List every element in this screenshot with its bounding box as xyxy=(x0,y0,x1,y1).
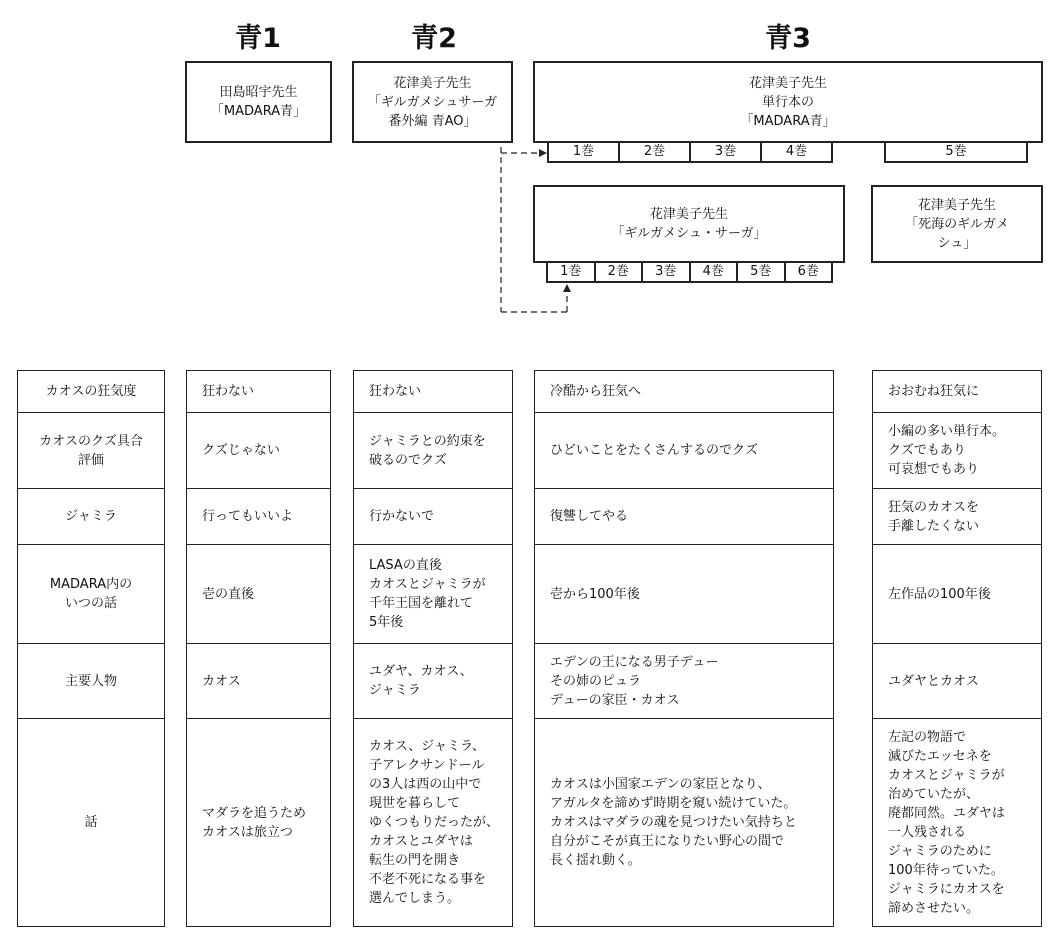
ao3-cell: 壱から100年後 xyxy=(534,544,834,644)
ao3-work-box: 花津美子先生 単行本の 「MADARA青」 xyxy=(533,61,1043,143)
ao1-cell: クズじゃない xyxy=(186,412,331,489)
ao3-cell: カオスは小国家エデンの家臣となり、 アガルタを諦めず時期を窺い続けていた。 カオスはマダラの魂を見つけたい気持ちと 自分がこそが真王になりたい野心の間で 長く揺れ動く。 xyxy=(534,718,834,927)
ao1-cell: 狂わない xyxy=(186,370,331,413)
ao3-cell: 冷酷から狂気へ xyxy=(534,370,834,413)
heading-ao3: 青3 xyxy=(765,23,811,54)
shikai-cell: おおむね狂気に xyxy=(872,370,1042,413)
volume-cell: 6巻 xyxy=(784,263,832,281)
shikai-cell: 左作品の100年後 xyxy=(872,544,1042,644)
ao1-cell: 壱の直後 xyxy=(186,544,331,644)
row-label: カオスのクズ具合 評価 xyxy=(17,412,165,489)
heading-ao1: 青1 xyxy=(235,23,281,54)
ao1-cell: マダラを追うため カオスは旅立つ xyxy=(186,718,331,927)
arrowhead-to-gilgamesh-vol1 xyxy=(563,284,571,292)
ao3-cell: エデンの王になる男子デュー その姉のピュラ デューの家臣・カオス xyxy=(534,643,834,719)
volume-cell: 1巻 xyxy=(572,144,595,159)
row-label: ジャミラ xyxy=(17,488,165,545)
row-label: カオスの狂気度 xyxy=(17,370,165,413)
volume-cell: 1巻 xyxy=(560,264,582,279)
shikai-cell: 左記の物語で 滅びたエッセネを カオスとジャミラが 治めていたが、 廃都同然。ユダヤは 一人残される ジャミラのために 100年待っていた。 ジャミラにカオスを 諦めさせたい。 xyxy=(872,718,1042,927)
shikai-gilgamesh-box: 花津美子先生 「死海のギルガメ シュ」 xyxy=(871,185,1043,263)
volume-cell: 3巻 xyxy=(641,263,689,281)
ao1-work-box: 田島昭宇先生 「MADARA青」 xyxy=(185,61,332,143)
shikai-cell: ユダヤとカオス xyxy=(872,643,1042,719)
ao1-cell: カオス xyxy=(186,643,331,719)
shikai-cell: 狂気のカオスを 手離したくない xyxy=(872,488,1042,545)
ao2-cell: 行かないで xyxy=(353,488,513,545)
volume-cell: 2巻 xyxy=(618,143,689,161)
arrowhead-to-ao3-vol1 xyxy=(539,149,547,157)
ao2-cell: 狂わない xyxy=(353,370,513,413)
volume-cell: 4巻 xyxy=(689,263,737,281)
volume-cell: 5巻 xyxy=(945,144,967,159)
row-label: 話 xyxy=(17,718,165,927)
ao2-cell: ジャミラとの約束を 破るのでクズ xyxy=(353,412,513,489)
heading-ao2: 青2 xyxy=(411,23,457,54)
gilgamesh-saga-box: 花津美子先生 「ギルガメシュ・サーガ」 xyxy=(533,185,845,263)
ao2-cell: LASAの直後 カオスとジャミラが 千年王国を離れて 5年後 xyxy=(353,544,513,644)
ao2-cell: ユダヤ、カオス、 ジャミラ xyxy=(353,643,513,719)
row-label: MADARA内の いつの話 xyxy=(17,544,165,644)
dashed-connector xyxy=(501,147,567,312)
volume-cell: 4巻 xyxy=(760,143,831,161)
row-label: 主要人物 xyxy=(17,643,165,719)
shikai-cell: 小編の多い単行本。 クズでもあり 可哀想でもあり xyxy=(872,412,1042,489)
volume-cell: 5巻 xyxy=(736,263,784,281)
ao3-cell: 復讐してやる xyxy=(534,488,834,545)
volume-cell: 3巻 xyxy=(689,143,760,161)
ao3-cell: ひどいことをたくさんするのでクズ xyxy=(534,412,834,489)
volume-cell: 2巻 xyxy=(594,263,642,281)
ao2-work-box: 花津美子先生 「ギルガメシュサーガ 番外編 青AO」 xyxy=(352,61,513,143)
ao2-cell: カオス、ジャミラ、 子アレクサンドール の3人は西の山中で 現世を暮らして ゆくつもりだったが、 カオスとユダヤは 転生の門を開き 不老不死になる事を 選んでしまう。 xyxy=(353,718,513,927)
ao1-cell: 行ってもいいよ xyxy=(186,488,331,545)
